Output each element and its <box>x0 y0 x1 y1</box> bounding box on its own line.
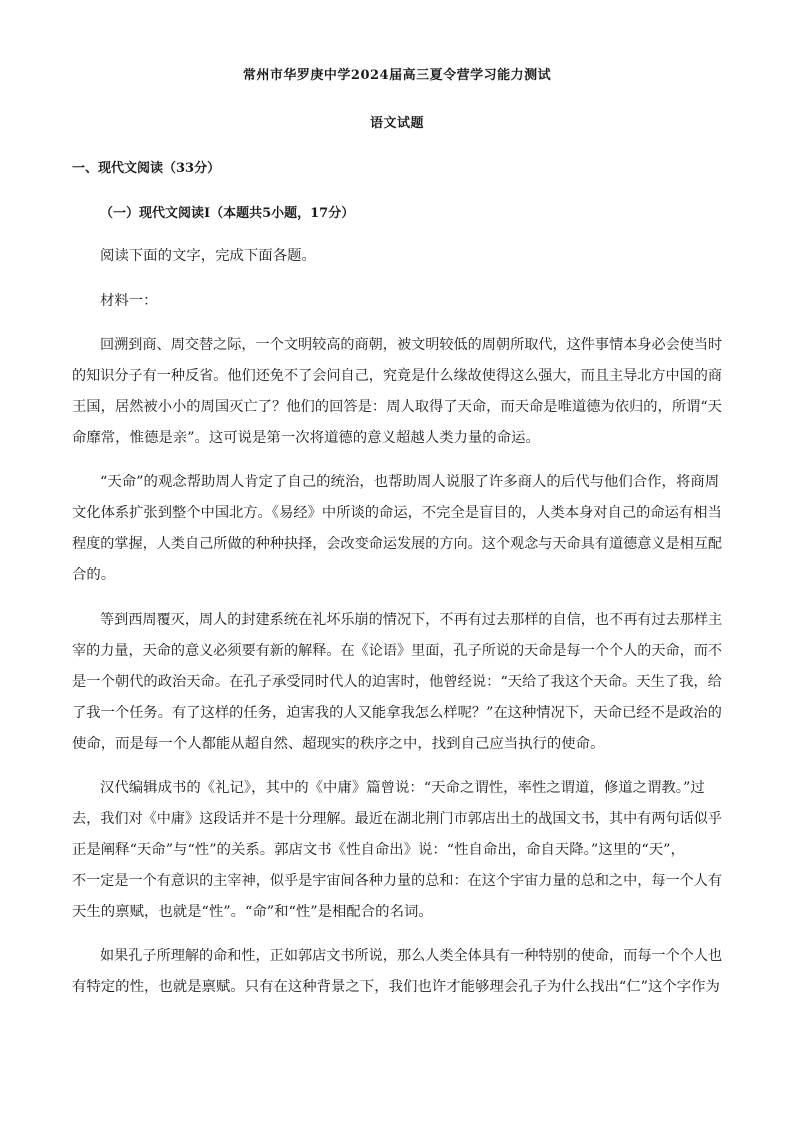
subject-title: 语文试题 <box>369 116 424 131</box>
paragraph-line: 命靡常，惟德是亲”。这可说是第一次将道德的意义超越人类力量的命运。 <box>72 430 540 446</box>
paragraph-line: 是一个朝代的政治天命。在孔子承受同时代人的迫害时，他曾经说：“天给了我这个天命。天生了我，给 <box>72 674 722 690</box>
paragraph-line: 王国，居然被小小的周国灭亡了？他们的回答是：周人取得了天命，而天命是唯道德为依归的，所谓“天 <box>72 399 722 415</box>
paragraph-line: 如果孔子所理解的命和性，正如郭店文书所说，那么人类全体具有一种特别的使命，而每一个个人也 <box>100 948 723 964</box>
paragraph-line: 宰的力量，天命的意义必须要有新的解释。在《论语》里面，孔子所说的天命是每一个个人的天命，而不 <box>72 643 723 659</box>
paragraph-line: “天命”的观念帮助周人肯定了自己的统治，也帮助周人说服了许多商人的后代与他们合作，将商周 <box>100 474 720 490</box>
paragraph-line: 文化体系扩张到整个中国北方。《易经》中所谈的命运，不完全是盲目的，人类本身对自己的命运有相当 <box>72 505 722 521</box>
paragraph-line: 使命，而是每一个人都能从超自然、超现实的秩序之中，找到自己应当执行的使命。 <box>72 736 605 752</box>
subsection-heading: （一）现代文阅读Ⅰ（本题共5小题，17分） <box>100 206 355 221</box>
paragraph-line: 的知识分子有一种反省。他们还免不了会问自己，究竟是什么缘故使得这么强大，而且主导北方中国的商 <box>72 368 723 384</box>
paragraph-line: 汉代编辑成书的《礼记》，其中的《中庸》篇曾说：“天命之谓性，率性之谓道，修道之谓教。”过 <box>100 780 705 796</box>
paragraph-line: 有特定的性，也就是禀赋。只有在这种背景之下，我们也许才能够理会孔子为什么找出“仁”这个字作为 <box>72 979 720 995</box>
paragraph-line: 等到西周覆灭，周人的封建系统在礼坏乐崩的情况下，不再有过去那样的自信，也不再有过去那样主 <box>100 612 723 628</box>
paragraph-line: 合的。 <box>72 567 116 583</box>
paragraph-line: 回溯到商、周交替之际，一个文明较高的商朝，被文明较低的周朝所取代，这件事情本身必会使当时 <box>100 337 723 353</box>
exam-title: 常州市华罗庚中学2024届高三夏令营学习能力测试 <box>242 68 552 83</box>
paragraph-line: 正是阐释“天命”与“性”的关系。郭店文书《性自命出》说：“性自命出，命自天降。”这里的“天”， <box>72 842 685 858</box>
paragraph-line: 程度的掌握，人类自己所做的种种抉择，会改变命运发展的方向。这个观念与天命具有道德意义是相互配 <box>72 536 723 552</box>
instruction-text: 阅读下面的文字，完成下面各题。 <box>100 248 316 264</box>
paragraph-line: 不一定是一个有意识的主宰神，似乎是宇宙间各种力量的总和：在这个宇宙力量的总和之中，每一个人有 <box>72 873 723 889</box>
material-label: 材料一： <box>100 293 158 309</box>
paragraph-line: 了我一个任务。有了这样的任务，迫害我的人又能拿我怎么样呢？”在这种情况下，天命已经不是政治的 <box>72 705 722 721</box>
section-heading: 一、现代文阅读（33分） <box>72 161 221 176</box>
paragraph-line: 去，我们对《中庸》这段话并不是十分理解。最近在湖北荆门市郭店出土的战国文书，其中有两句话似乎 <box>72 811 723 827</box>
paragraph-line: 天生的禀赋，也就是“性”。“命”和“性”是相配合的名词。 <box>72 904 433 920</box>
